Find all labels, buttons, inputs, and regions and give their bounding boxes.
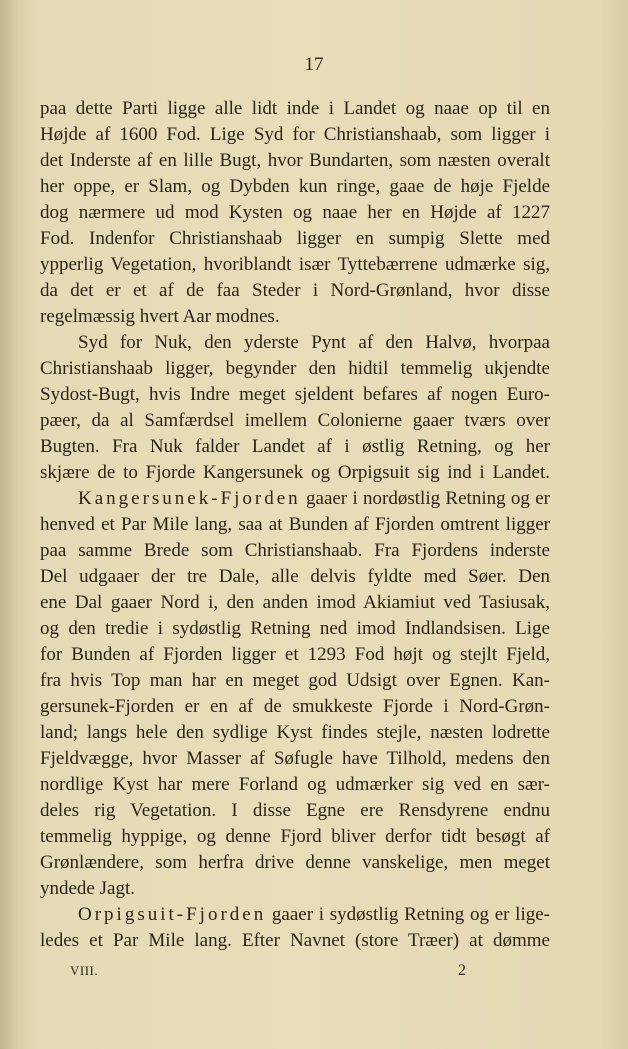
line-text: da det er et af de faa Steder i Nord-Grønland, hvor disse (40, 280, 550, 301)
line-text: Højde af 1600 Fod. Lige Syd for Christianshaab, som ligger i (40, 124, 550, 145)
line-text: gersunek-Fjorden er en af de smukkeste Fjorde i Nord-Grøn- (40, 696, 550, 717)
line-text: Sydost-Bugt, hvis Indre meget sjeldent befares af nogen Euro- (40, 384, 550, 405)
line-text: paa dette Parti ligge alle lidt inde i Landet og naae op til en (40, 98, 550, 119)
line-text: Fjeldvægge, hvor Masser af Søfugle have Tilhold, medens den (40, 748, 550, 769)
spaced-heading: Orpigsuit-Fjorden (78, 904, 267, 925)
line-text: Grønlændere, som herfra drive denne vanskelige, men meget (40, 852, 550, 873)
sheet-number: 2 (458, 962, 466, 979)
line-text: ypperlig Vegetation, hvoriblandt især Tyttebærrene udmærke sig, (40, 254, 550, 275)
line-text: pæer, da al Samfærdsel imellem Colonierne gaaer tværs over (40, 410, 550, 431)
text-line (40, 772, 550, 798)
text-line (40, 564, 550, 590)
line-text: land; langs hele den sydlige Kyst findes stejle, næsten lodrette (40, 722, 550, 743)
text-line (40, 304, 550, 330)
text-line (40, 876, 550, 902)
text-line (40, 96, 550, 122)
line-text: dog nærmere ud mod Kysten og naae her en Højde af 1227 (40, 202, 550, 223)
line-text: ene Dal gaaer Nord i, den anden imod Akiamiut ved Tasiusak, (40, 592, 550, 613)
line-text: gaaer i sydøstlig Retning og er lige- (266, 904, 550, 925)
line-text: ledes et Par Mile lang. Efter Navnet (store Træer) at dømme (40, 930, 550, 951)
line-text: temmelig hyppige, og denne Fjord bliver derfor tidt besøgt af (40, 826, 550, 847)
text-line (40, 668, 550, 694)
line-text: Del udgaaer der tre Dale, alle delvis fyldte med Søer. Den (40, 566, 550, 587)
text-line (40, 616, 550, 642)
text-line (40, 382, 550, 408)
text-line (40, 434, 550, 460)
text-line (40, 356, 550, 382)
line-text: for Bunden af Fjorden ligger et 1293 Fod højt og stejlt Fjeld, (40, 644, 550, 665)
line-text: Christianshaab ligger, begynder den hidtil temmelig ukjendte (40, 358, 550, 379)
line-text: paa samme Brede som Christianshaab. Fra Fjordens inderste (40, 540, 550, 561)
line-text: gaaer i nordøstlig Retning og er (300, 488, 550, 509)
spaced-heading: Kangersunek-Fjorden (78, 488, 301, 509)
line-text: og den tredie i sydøstlig Retning ned imod Indlandsisen. Lige (40, 618, 550, 639)
line-text: yndede Jagt. (40, 878, 135, 899)
text-line (40, 226, 550, 252)
text-line (40, 538, 550, 564)
text-line (40, 746, 550, 772)
text-line (40, 252, 550, 278)
text-line (40, 174, 550, 200)
text-line (40, 330, 550, 356)
text-line (40, 200, 550, 226)
text-line (40, 512, 550, 538)
text-line (40, 278, 550, 304)
line-text: her oppe, er Slam, og Dybden kun ringe, gaae de høje Fjelde (40, 176, 550, 197)
text-line (40, 902, 550, 928)
line-text: deles rig Vegetation. I disse Egne ere Rensdyrene endnu (40, 800, 550, 821)
line-text: Bugten. Fra Nuk falder Landet af i østlig Retning, og her (40, 436, 550, 457)
text-line (40, 642, 550, 668)
text-line (40, 928, 550, 954)
text-line (40, 122, 550, 148)
text-line (40, 148, 550, 174)
text-line (40, 590, 550, 616)
line-text: skjære de to Fjorde Kangersunek og Orpigsuit sig ind i Landet. (40, 462, 550, 483)
page-number: 17 (304, 54, 324, 75)
text-line (40, 850, 550, 876)
line-text: fra hvis Top man har en meget god Udsigt over Egnen. Kan- (40, 670, 550, 691)
line-text: Fod. Indenfor Christianshaab ligger en sumpig Slette med (40, 228, 550, 249)
text-line (40, 694, 550, 720)
line-text: nordlige Kyst har mere Forland og udmærker sig ved en sær- (40, 774, 550, 795)
body-text (40, 96, 550, 954)
signature-mark: VIII. (70, 963, 99, 978)
text-line (40, 824, 550, 850)
line-text: det Inderste af en lille Bugt, hvor Bundarten, som næsten overalt (40, 150, 550, 171)
text-line (40, 408, 550, 434)
line-text: Syd for Nuk, den yderste Pynt af den Halvø, hvorpaa (78, 332, 550, 353)
text-line (40, 460, 550, 486)
line-text: henved et Par Mile lang, saa at Bunden af Fjorden omtrent ligger (40, 514, 550, 535)
line-text: regelmæssig hvert Aar modnes. (40, 306, 280, 327)
text-line (40, 486, 550, 512)
text-line (40, 798, 550, 824)
text-line (40, 720, 550, 746)
